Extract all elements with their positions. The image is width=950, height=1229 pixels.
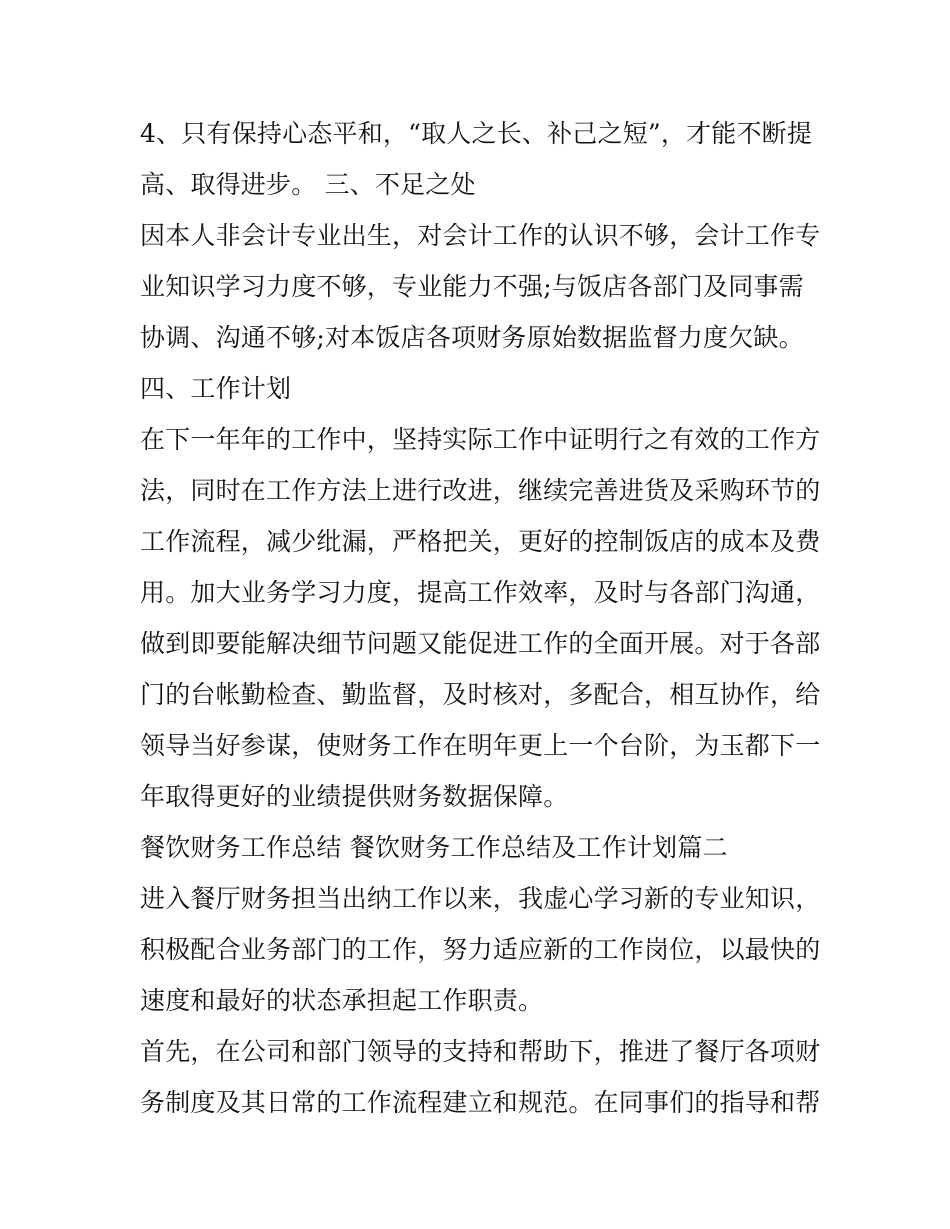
text-line: 领导当好参谋，使财务工作在明年更上一个台阶，为玉都下一 [140,731,821,760]
document-body [140,108,820,1128]
text-line: 积极配合业务部门的工作，努力适应新的工作岗位，以最快的 [140,935,821,964]
text-line: 餐饮财务工作总结 餐饮财务工作总结及工作计划篇二 [140,833,728,862]
heading-work-plan [140,363,820,414]
paragraph-work-plan [140,414,820,822]
text-line: 法，同时在工作方法上进行改进，继续完善进货及采购环节的 [140,476,821,505]
text-line: 速度和最好的状态承担起工作职责。 [140,986,544,1015]
text-line: 做到即要能解决细节问题又能促进工作的全面开展。对于各部 [140,629,821,658]
paragraph-cashier-intro [140,873,820,1026]
paragraph-shortcomings [140,210,820,363]
text-line: 务制度及其日常的工作流程建立和规范。在同事们的指导和帮 [140,1088,821,1117]
text-line: 年取得更好的业绩提供财务数据保障。 [140,782,569,811]
text-line: 因本人非会计专业出生，对会计工作的认识不够，会计工作专 [140,221,821,250]
text-line: 门的台帐勤检查、勤监督，及时核对，多配合，相互协作，给 [140,680,821,709]
text-line: 4、只有保持心态平和，“取人之长、补己之短”，才能不断提 [140,119,813,148]
text-line: 进入餐厅财务担当出纳工作以来，我虚心学习新的专业知识， [140,884,821,913]
text-line: 四、工作计划 [140,374,292,403]
heading-article-two [140,822,820,873]
text-line: 首先，在公司和部门领导的支持和帮助下，推进了餐厅各项财 [140,1037,821,1066]
paragraph-attitude-point [140,108,820,210]
text-line: 工作流程，减少纰漏，严格把关，更好的控制饭店的成本及费 [140,527,821,556]
text-line: 高、取得进步。 三、不足之处 [140,170,476,199]
text-line: 协调、沟通不够;对本饭店各项财务原始数据监督力度欠缺。 [140,323,804,352]
text-line: 业知识学习力度不够，专业能力不强;与饭店各部门及同事需 [140,272,804,301]
paragraph-first-point [140,1026,820,1128]
text-line: 用。加大业务学习力度，提高工作效率，及时与各部门沟通， [140,578,821,607]
text-line: 在下一年年的工作中，坚持实际工作中证明行之有效的工作方 [140,425,821,454]
